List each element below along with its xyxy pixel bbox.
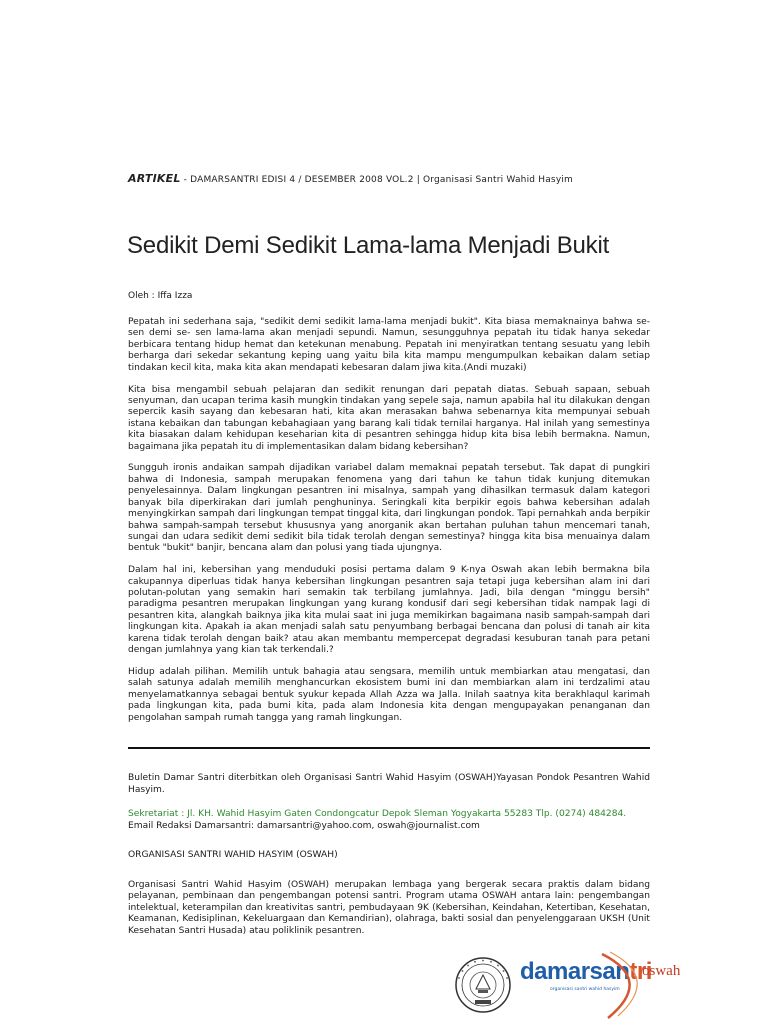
publisher-note: Buletin Damar Santri diterbitkan oleh Organisasi Santri Wahid Hasyim (OSWAH)Yayasan Pondok Pesantren Wahid Hasyim. — [128, 773, 650, 795]
logo-area — [454, 954, 681, 1024]
paragraph-5: Hidup adalah pilihan. Memilih untuk bahagia atau sengsara, memilih untuk membiarkan atau mengatasi, dan salah satunya adalah memilih menghancurkan ekosistem bumi ini dan membiarkan alam ini terdzalimi atau menyelamatkannya sebagai bentuk syukur kepada Allah Azza wa Jalla. Inilah saatnya kita berakhlaqul karimah pada lingkungan kita, pada bumi kita, pada alam Indonesia kita dengan mengupayakan penanganan dan pengolahan sampah rumah tangga yang ramah lingkungan. — [128, 666, 650, 723]
secretariat-address: Sekretariat : Jl. KH. Wahid Hasyim Gaten Condongcatur Depok Sleman Yogyakarta 55283 Tlp. (0274) 484284. — [128, 809, 627, 819]
brand-main-text: damarsan — [520, 958, 630, 985]
issue-header — [128, 172, 668, 185]
org-description: Organisasi Santri Wahid Hasyim (OSWAH) merupakan lembaga yang bergerak secara praktis dalam bidang pelayanan, pembinaan dan pengembangan potensi santri. Program utama OSWAH antara lain: pengembangan intelektual, keterampilan dan kreativitas santri, pembudayaan 9K (Kebersihan, Keindahan, Ketertiban, Kesehatan, Keamanan, Kedisiplinan, Kekeluargaan dan Kemandirian), olahraga, bakti sosial dan penyelenggaraan UKSH (Unit Kesehatan Santri Husada) atau poliklinik pesantren. — [128, 879, 650, 936]
section-divider — [128, 747, 650, 749]
brand-tagline: organisasi santri wahid hasyim — [550, 987, 620, 992]
oswah-wordmark: oswah — [642, 963, 681, 979]
paragraph-3: Sungguh ironis andaikan sampah dijadikan variabel dalam memaknai pepatah tersebut. Tak dapat di pungkiri bahwa di Indonesia, sampah merupakan fenomena yang dari tahun ke tahun tidak kunjung ditemukan penyelesainnya. Dalam lingkungan pesantren ini misalnya, sampah yang dihasilkan termasuk dalam kategori banyak bila diperkirakan dari jumlah penghuninya. Seringkali kita berpikir egois bahwa kebersihan adalah menyingkirkan sampah dari lingkungan tempat tinggal kita, dari lingkungan pondok. Tapi pernahkah anda berpikir bahwa sampah-sampah tersebut khususnya yang anorganik akan bertahan puluhan tahun mencemari tanah, sungai dan udara sedikit demi sedikit bila tidak terolah dengan semestinya? hingga kita bisa menuainya dalam bentuk "bukit" banjir, bencana alam dan polusi yang tiada ujungnya. — [128, 463, 651, 554]
brand-tail-text: tri — [629, 958, 652, 985]
swoosh-icon — [594, 950, 664, 1020]
issue-info: - DAMARSANTRI EDISI 4 / DESEMBER 2008 VOL.2 | Organisasi Santri Wahid Hasyim — [180, 175, 574, 185]
footer-info — [128, 773, 650, 937]
paragraph-4: Dalam hal ini, kebersihan yang menduduki posisi pertama dalam 9 K-nya Oswah akan lebih bermakna bila cakupannya diperluas tidak hanya kebersihan lingkungan pesantren saja tetapi juga kebersihan alam ini dari polutan-polutan yang semakin hari semakin tak terbilang jumlahnya. Jadi, bila dengan "minggu bersih" paradigma pesantren merupakan lingkungan yang kurang kondusif dari segi kebersihan tidak nampak lagi di pesantren kita, alangkah baiknya jika kita mulai saat ini juga memikirkan bagaimana nasib sampah-sampah dari lingkungan kita. Apakah ia akan menjadi salah satu penyumbang berbagai bencana dan polusi di tanah air kita karena tidak terolah dengan baik? atau akan membantu mempercepat degradasi kesuburan tanah para petani dengan jumlahnya yang kian tak terkendali.? — [128, 565, 650, 656]
editorial-email: Email Redaksi Damarsantri: damarsantri@yahoo.com, oswah@journalist.com — [128, 820, 480, 831]
article-title: Sedikit Demi Sedikit Lama-lama Menjadi Bukit — [127, 232, 610, 259]
org-heading: ORGANISASI SANTRI WAHID HASYIM (OSWAH) — [128, 850, 338, 860]
paragraph-2: Kita bisa mengambil sebuah pelajaran dan sedikit renungan dari pepatah diatas. Sebuah sapaan, sebuah senyuman, dan ucapan terima kasih mungkin tindakan yang sepele saja, namun apabila hal itu dilakukan dengan sepercik kasih sayang dan kebesaran hati, kita akan merasakan bahwa sebenarnya kita mempunyai sebuah istana kebaikan dan tabungan kebahagiaan yang barang kali tidak ternilai harganya. Hal inilah yang semestinya kita biasakan dalam kehidupan keseharian kita di pesantren sehingga hidup kita bisa lebih bermakna. Namun, bagaimana jika pepatah itu di implementasikan dalam bidang kebersihan? — [128, 384, 650, 452]
oswah-seal-icon — [454, 956, 512, 1014]
paragraph-1: Pepatah ini sederhana saja, "sedikit demi sedikit lama-lama menjadi bukit". Kita biasa memaknainya bahwa se-sen demi se- sen lama-lama akan menjadi sepundi. Namun, sesungguhnya pepatah itu tidak hanya sekedar berbicara tentang hidup hemat dan ketekunan menabung. Pepatah ini menyiratkan tentang sesuatu yang lebih berharga dari sekedar sekantung keping uang yaitu bila kita mampu mengumpulkan kebaikan dalam setiap tindakan kecil kita, maka kita akan mendapati kebesaran dalam jiwa kita.(Andi muzaki) — [128, 317, 650, 373]
section-kicker: ARTIKEL — [128, 172, 181, 185]
author-byline: Oleh : Iffa Izza — [128, 291, 193, 301]
article-body — [128, 317, 650, 735]
